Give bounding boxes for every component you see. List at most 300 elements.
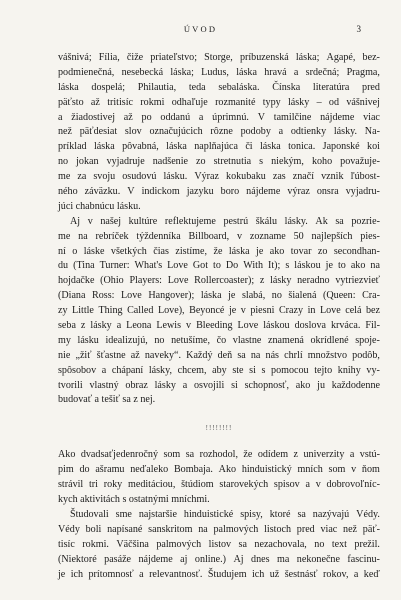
word: Hangover); <box>148 290 195 302</box>
word: lásku <box>77 334 99 346</box>
word: osvojili <box>193 379 225 391</box>
word: či <box>245 141 253 153</box>
word: šialená <box>288 290 317 302</box>
word: du <box>58 260 69 272</box>
word: považuje- <box>340 156 380 168</box>
word: lásky <box>270 275 292 287</box>
word: si <box>249 364 256 376</box>
word: prežil. <box>354 538 380 550</box>
word: pomocou <box>271 364 309 376</box>
word: relevantnosť. <box>149 568 203 580</box>
word: okrídlené <box>310 334 349 346</box>
word: tamilčine <box>273 111 312 123</box>
word: ného <box>58 186 78 198</box>
text-line <box>58 448 380 463</box>
word: päťdesiat <box>79 126 118 138</box>
word: (Diana <box>58 290 86 302</box>
word: V <box>257 111 265 123</box>
word: V <box>127 186 135 198</box>
word: fascinu- <box>347 553 380 565</box>
text-line <box>58 125 380 140</box>
word: vy- <box>366 364 380 376</box>
text-line <box>58 568 380 583</box>
word: zas <box>272 171 286 183</box>
word: láska <box>228 245 250 257</box>
word: na <box>198 523 208 535</box>
paragraph-vedas <box>58 508 380 582</box>
word: pôvabná, <box>122 141 159 153</box>
word: boli <box>85 523 102 535</box>
word: secondhan- <box>333 245 380 257</box>
word: záväzku. <box>84 186 121 198</box>
word: Čínska <box>272 81 301 93</box>
word: príbuzenská <box>239 52 289 63</box>
word: nájdeme <box>246 186 281 198</box>
word: podmienečná, <box>58 66 115 78</box>
word: ašramu <box>95 464 125 476</box>
word: tisíc <box>58 538 75 550</box>
word: boro <box>220 186 240 198</box>
word: ich <box>251 568 265 580</box>
word: Ludus, <box>201 66 229 78</box>
text-line <box>58 274 380 289</box>
text-line <box>58 508 380 523</box>
word: ľúbost- <box>350 171 380 183</box>
word: dvadsaťjedenročný <box>80 449 159 461</box>
word: viac <box>363 111 380 123</box>
word: spisov <box>273 479 300 491</box>
word: odhaľuje <box>171 96 208 108</box>
word: Beyoncé <box>189 305 225 317</box>
word: Do <box>225 260 239 272</box>
text-line: kych aktivitách s ostatnými mníchmi. <box>58 494 210 506</box>
page-number: 3 <box>356 24 361 34</box>
word: ako <box>350 260 366 272</box>
word: kokubaku <box>226 171 266 183</box>
text-line <box>58 304 380 319</box>
word: aby <box>212 364 227 376</box>
word: Pragma, <box>346 66 380 78</box>
word: It); <box>268 260 281 272</box>
word: pred <box>296 523 315 535</box>
word: deň <box>217 349 233 361</box>
word: tri <box>88 479 98 491</box>
word: Love <box>319 305 341 317</box>
word: Ako <box>218 464 237 476</box>
text-line <box>58 289 380 304</box>
word: slabá, <box>241 290 266 302</box>
word: bez <box>365 305 380 317</box>
word: v <box>315 479 321 491</box>
word: sa <box>335 215 344 227</box>
word: naplňajúca <box>194 141 238 153</box>
word: pred <box>362 81 380 93</box>
word: kultúre <box>128 215 158 227</box>
word: podoby <box>240 126 271 138</box>
word: na <box>78 230 88 242</box>
word: som <box>328 464 346 476</box>
word: univerzity <box>303 449 345 461</box>
word: a <box>293 66 299 78</box>
word: schopnosť, <box>244 379 289 391</box>
text-line <box>58 51 380 66</box>
word: žiadostivej <box>71 111 115 123</box>
word: Lewis <box>156 320 182 332</box>
word: lásky. <box>333 126 358 138</box>
word: v <box>87 215 93 227</box>
word: Ak <box>315 215 328 227</box>
word: neďaleko <box>130 464 169 476</box>
word: prítomnosť <box>88 568 134 580</box>
word: až <box>123 111 133 123</box>
word: si <box>231 379 238 391</box>
word: ste <box>232 364 244 376</box>
paragraph-our-culture <box>58 215 380 409</box>
word: Agapé, <box>326 52 356 63</box>
word: sa <box>238 538 247 550</box>
word: doslova <box>294 320 326 332</box>
word: množstvo <box>307 349 348 361</box>
text-line <box>58 319 380 334</box>
word: srdečná; <box>305 66 340 78</box>
word: neradno <box>297 275 330 287</box>
word: strávil <box>58 479 84 491</box>
word: indickom <box>141 186 180 198</box>
word: literatúra <box>312 81 350 93</box>
word: teda <box>188 81 206 93</box>
text-line <box>58 538 380 553</box>
word: lásky <box>287 96 310 108</box>
word: What's <box>134 260 163 272</box>
text-line <box>58 523 380 538</box>
word: naveky“. <box>144 349 182 361</box>
text-line <box>58 478 380 493</box>
word: až <box>90 96 100 108</box>
word: všetkých <box>110 245 147 257</box>
word: knihy <box>337 364 361 376</box>
text-line <box>58 215 380 230</box>
text-line <box>58 259 380 274</box>
text-line <box>58 230 380 245</box>
word: idealizujú, <box>105 334 148 346</box>
word: rokov, <box>323 568 349 580</box>
word: to <box>213 260 221 272</box>
word: Players: <box>129 275 162 287</box>
word: a <box>139 568 144 580</box>
word: a <box>101 364 107 376</box>
word: svoju <box>93 171 116 183</box>
word: Love <box>237 320 259 332</box>
word: je <box>228 290 236 302</box>
text-line <box>58 349 380 364</box>
word: čo <box>216 334 227 346</box>
word: pim <box>58 464 74 476</box>
word: netušíme, <box>171 334 211 346</box>
word: hojdačke <box>58 275 95 287</box>
word: v <box>186 320 192 332</box>
text-line <box>58 81 380 96</box>
word: jazyku <box>186 186 214 198</box>
word: chcem, <box>177 364 207 376</box>
word: najstaršie <box>138 508 177 520</box>
word: dnes <box>251 553 270 565</box>
word: z <box>293 449 299 461</box>
text-line <box>58 140 380 155</box>
word: Love <box>167 260 188 272</box>
word: láska <box>93 141 115 153</box>
word: už <box>269 568 280 580</box>
word: chápaní <box>111 364 144 376</box>
text-line <box>58 463 380 478</box>
word: nezachovala, <box>254 538 307 550</box>
word: rokmi. <box>82 538 109 550</box>
word: krváca. <box>330 320 361 332</box>
word: ju <box>317 379 325 391</box>
word: a <box>353 568 359 580</box>
word: Ross: <box>92 290 115 302</box>
word: ako <box>269 245 285 257</box>
word: aj <box>180 553 188 565</box>
word: láska <box>166 141 187 153</box>
word: (Queen: <box>323 290 356 302</box>
word: príklad <box>58 141 87 153</box>
word: me <box>58 230 71 242</box>
word: Bleeding <box>196 320 233 332</box>
word: – <box>316 96 322 108</box>
word: a <box>182 379 188 391</box>
word: reflektujeme <box>164 215 216 227</box>
word: in <box>307 305 316 317</box>
word: oddanú <box>160 111 191 123</box>
word: napísané <box>107 523 143 535</box>
word: s <box>259 156 264 168</box>
word: čias <box>153 245 169 257</box>
word: Love <box>167 275 189 287</box>
word: ma <box>277 553 290 565</box>
word: vášnivej <box>346 96 380 108</box>
running-head: ÚVOD <box>183 24 218 34</box>
word: zozname <box>249 230 286 242</box>
word: no <box>58 156 69 168</box>
text-line <box>58 379 380 394</box>
word: čiže <box>126 52 144 63</box>
word: online.) <box>194 553 227 565</box>
word: lásky. <box>284 215 308 227</box>
word: Love <box>121 290 142 302</box>
word: rôzne <box>210 126 233 138</box>
word: rebríček <box>95 230 129 242</box>
word: značí <box>292 171 315 183</box>
word: nazývajú <box>312 508 350 520</box>
word: mních <box>297 464 323 476</box>
word: som <box>163 449 181 461</box>
word: láska <box>200 290 222 302</box>
word: láska; <box>295 52 320 63</box>
word: tejto <box>314 364 333 376</box>
word: sme <box>115 508 132 520</box>
word: šestnásť <box>284 568 318 580</box>
word: láska <box>259 141 281 153</box>
word: Billboard, <box>188 230 230 242</box>
word: listov <box>208 538 232 550</box>
word: Bombaja. <box>173 464 213 476</box>
word: Väčšina <box>116 538 149 550</box>
word: dospelá; <box>91 81 126 93</box>
word: z <box>259 275 265 287</box>
section-separator: !!!!!!!! <box>205 423 233 432</box>
word: s <box>285 260 290 272</box>
word: to <box>337 260 346 272</box>
word: rozmanité <box>215 96 256 108</box>
word: niekým, <box>271 156 304 168</box>
word: Crazy <box>278 305 304 317</box>
word: Little <box>72 305 94 317</box>
paragraph-ashram <box>58 448 380 508</box>
word: spisy, <box>240 508 263 520</box>
word: nesebecká <box>121 66 164 78</box>
word: nadšenie <box>152 156 189 168</box>
text-line <box>58 364 380 379</box>
word: spoje- <box>355 334 380 346</box>
word: zy <box>58 305 68 317</box>
word: výraz <box>287 186 310 198</box>
word: lásku. <box>163 171 188 183</box>
word: vášnivá; <box>58 52 92 63</box>
word: ňom <box>361 464 380 476</box>
word: seba <box>58 320 76 332</box>
word: Aj <box>70 215 81 227</box>
word: tritisíc <box>107 96 133 108</box>
text-line <box>58 111 380 126</box>
word: Študujem <box>207 568 247 580</box>
text-line <box>58 96 380 111</box>
word: celá <box>345 305 362 317</box>
word: keď <box>363 568 380 580</box>
word: Každý <box>186 349 213 361</box>
word: a <box>58 111 63 123</box>
word: pies- <box>360 230 380 242</box>
word: obraz <box>125 379 148 391</box>
word: tovar <box>290 245 312 257</box>
word: (Ohio <box>100 275 124 287</box>
text-line <box>58 245 380 260</box>
word: my <box>58 334 71 346</box>
word: nájdeme <box>138 553 173 565</box>
word: hinduistické <box>183 508 234 520</box>
word: než <box>58 126 73 138</box>
word: stretnutia <box>213 156 252 168</box>
word: týždenníka <box>136 230 181 242</box>
word: a <box>349 449 355 461</box>
word: me <box>58 171 71 183</box>
word: na <box>370 260 380 272</box>
word: láska <box>58 81 79 93</box>
word: v <box>351 464 357 476</box>
word: Got <box>192 260 209 272</box>
word: hinduistický <box>241 464 292 476</box>
word: koho <box>311 156 333 168</box>
word: tonica. <box>288 141 316 153</box>
word: koi <box>367 141 380 153</box>
word: Called <box>127 305 154 317</box>
word: šťastne <box>96 349 126 361</box>
word: vyjadruje <box>106 156 145 168</box>
word: vznik <box>321 171 344 183</box>
word: a <box>116 320 122 332</box>
word: listoch <box>264 523 292 535</box>
word: v <box>237 230 243 242</box>
word: nekonečne <box>296 553 340 565</box>
word: označujúcich <box>149 126 203 138</box>
word: slov <box>124 126 142 138</box>
word: Na- <box>364 126 380 138</box>
text-line <box>58 155 380 170</box>
word: palmových <box>156 538 202 550</box>
word: „žiť <box>75 349 92 361</box>
word: viac <box>320 523 338 535</box>
word: ní <box>58 245 66 257</box>
text-line: júci chabnúcu lásku. <box>58 200 141 212</box>
word: do <box>79 464 90 476</box>
text-line <box>58 66 380 81</box>
word: v <box>240 305 246 317</box>
word: vstú- <box>359 449 380 461</box>
text-line <box>58 185 380 200</box>
word: (Niektoré <box>58 553 97 565</box>
word: lásky, <box>148 364 173 376</box>
word: zo <box>317 245 328 257</box>
word: láska; <box>170 66 194 78</box>
text-line: budovať a tešiť sa z nej. <box>58 394 156 406</box>
word: a <box>305 479 310 491</box>
word: hravá <box>264 66 287 78</box>
word: sa <box>237 349 246 361</box>
word: Turner: <box>99 260 130 272</box>
word: text <box>331 538 347 550</box>
word: láskou <box>294 260 321 272</box>
word: a <box>278 126 284 138</box>
word: ich <box>70 568 84 580</box>
word: osudovú <box>122 171 157 183</box>
word: úprimnú. <box>212 111 249 123</box>
word: nás <box>265 349 279 361</box>
word: na <box>250 349 261 361</box>
body-text <box>58 51 380 582</box>
word: rokmi <box>140 96 165 108</box>
word: Ako <box>58 449 76 461</box>
word: vyjadru- <box>345 186 380 198</box>
word: chrlí <box>284 349 303 361</box>
word: Japonské <box>322 141 360 153</box>
word: zistíme, <box>175 245 208 257</box>
word: With <box>243 260 264 272</box>
page-header <box>0 24 401 38</box>
word: že <box>213 245 223 257</box>
word: až <box>130 349 140 361</box>
word: sa <box>185 449 195 461</box>
word: o <box>72 245 78 257</box>
text-line <box>58 170 380 185</box>
word: lásky <box>90 320 112 332</box>
word: ktoré <box>269 508 291 520</box>
word: najlepších <box>311 230 353 242</box>
word: je <box>256 245 264 257</box>
word: odídem <box>257 449 289 461</box>
word: päťsto <box>58 96 84 108</box>
word: vytriezvieť <box>335 275 380 287</box>
word: bez- <box>362 52 380 63</box>
word: jokan <box>76 156 99 168</box>
